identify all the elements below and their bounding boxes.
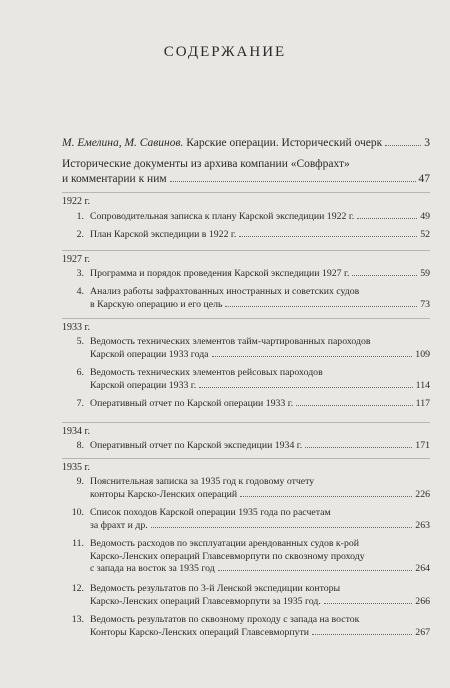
page-number: 49 bbox=[420, 211, 430, 222]
intro-authors: М. Емелина, М. Савинов. bbox=[62, 137, 184, 149]
entry-number: 12. bbox=[71, 583, 84, 594]
page-number: 226 bbox=[415, 488, 430, 500]
entry-number: 9. bbox=[76, 476, 84, 487]
toc-entry-intro[interactable] bbox=[62, 136, 430, 151]
entry-title: Карской операции 1933 г. bbox=[90, 379, 197, 391]
leader-dots bbox=[352, 275, 417, 276]
section-title-line: и комментарии к ним bbox=[62, 173, 167, 185]
page-number: 73 bbox=[420, 298, 430, 310]
leader-dots bbox=[357, 218, 417, 219]
page-title: СОДЕРЖАНИЕ bbox=[163, 44, 287, 60]
toc-entry[interactable] bbox=[62, 286, 430, 311]
leader-dots bbox=[305, 447, 412, 448]
toc-entry[interactable] bbox=[62, 367, 430, 392]
leader-dots bbox=[296, 405, 413, 406]
entry-title: Конторы Карско-Ленских операций Главсевморпути bbox=[90, 626, 310, 638]
entry-number: 1. bbox=[76, 211, 84, 222]
entry-title: Сопроводительная записка к плану Карской экспедиции 1922 г. bbox=[90, 211, 355, 222]
toc-entry[interactable] bbox=[62, 211, 430, 224]
entry-title: Карско-Ленских операций Главсевморпути по сквозному проходу bbox=[90, 550, 365, 562]
entry-title: Оперативный отчет по Карской экспедиции 1934 г. bbox=[90, 440, 303, 451]
page-number: 171 bbox=[415, 440, 430, 451]
entry-title: Ведомость результатов по сквозному проходу с запада на восток bbox=[90, 614, 360, 625]
entry-title: Оперативный отчет по Карской операции 1933 г. bbox=[90, 398, 294, 409]
page-number: 52 bbox=[420, 229, 430, 240]
entry-title: Ведомость технических элементов тайм-чартированных пароходов bbox=[90, 336, 371, 347]
divider bbox=[62, 318, 430, 319]
entry-number: 10. bbox=[71, 507, 84, 518]
page-number: 267 bbox=[415, 626, 430, 638]
divider bbox=[62, 458, 430, 459]
toc-entry[interactable] bbox=[62, 336, 430, 361]
divider bbox=[62, 250, 430, 251]
toc-entry[interactable] bbox=[62, 614, 430, 639]
page-number: 114 bbox=[415, 379, 430, 391]
toc-entry[interactable] bbox=[62, 229, 430, 242]
leader-dots bbox=[239, 236, 417, 237]
year-heading: 1922 г. bbox=[62, 196, 90, 207]
leader-dots bbox=[218, 570, 413, 571]
section-title-line: Исторические документы из архива компании «Совфрахт» bbox=[62, 158, 350, 170]
leader-dots bbox=[225, 306, 417, 307]
entry-title: Ведомость расходов по эксплуатации арендованных судов к-рой bbox=[90, 538, 359, 549]
entry-number: 8. bbox=[76, 440, 84, 451]
toc-entry[interactable] bbox=[62, 476, 430, 501]
page-number: 59 bbox=[420, 268, 430, 279]
year-heading: 1933 г. bbox=[62, 322, 90, 333]
entry-number: 4. bbox=[76, 286, 84, 297]
entry-title: в Карскую операцию и его цель bbox=[90, 298, 223, 310]
leader-dots bbox=[170, 181, 416, 182]
entry-number: 2. bbox=[76, 229, 84, 240]
entry-number: 5. bbox=[76, 336, 84, 347]
leader-dots bbox=[385, 145, 421, 146]
entry-number: 6. bbox=[76, 367, 84, 378]
entry-title: Анализ работы зафрахтованных иностранных и советских судов bbox=[90, 286, 360, 297]
year-heading: 1927 г. bbox=[62, 254, 90, 265]
toc-entry[interactable] bbox=[62, 583, 430, 608]
page-number: 3 bbox=[424, 137, 430, 149]
toc-entry[interactable] bbox=[62, 440, 430, 453]
entry-title: Программа и порядок проведения Карской экспедиции 1927 г. bbox=[90, 268, 350, 279]
page-number: 266 bbox=[415, 595, 430, 607]
entry-title: Карской операции 1933 года bbox=[90, 348, 209, 360]
toc-entry[interactable] bbox=[62, 398, 430, 411]
toc-entry[interactable] bbox=[62, 268, 430, 281]
page-number: 47 bbox=[418, 173, 430, 185]
page-number: 263 bbox=[415, 519, 430, 531]
leader-dots bbox=[240, 496, 412, 497]
entry-number: 13. bbox=[71, 614, 84, 625]
year-heading: 1934 г. bbox=[62, 426, 90, 437]
leader-dots bbox=[212, 356, 413, 357]
leader-dots bbox=[324, 603, 412, 604]
entry-title: с запада на восток за 1935 год bbox=[90, 563, 215, 574]
leader-dots bbox=[199, 387, 412, 388]
entry-title: План Карской экспедиции в 1922 г. bbox=[90, 229, 237, 240]
toc-entry[interactable] bbox=[62, 507, 430, 532]
year-heading: 1935 г. bbox=[62, 462, 90, 473]
leader-dots bbox=[151, 527, 413, 528]
page-number: 109 bbox=[415, 348, 430, 360]
divider bbox=[62, 192, 430, 193]
toc-entry-documents[interactable] bbox=[62, 157, 430, 187]
entry-number: 11. bbox=[72, 538, 84, 549]
entry-title: Ведомость технических элементов рейсовых пароходов bbox=[90, 367, 323, 378]
entry-title: Карско-Ленских операций Главсевморпути за 1935 год. bbox=[90, 595, 321, 607]
divider bbox=[62, 422, 430, 423]
leader-dots bbox=[312, 634, 412, 635]
toc-entry[interactable] bbox=[62, 538, 430, 576]
page-number: 117 bbox=[415, 398, 430, 409]
entry-title: Ведомость результатов по 3-й Ленской экспедиции конторы bbox=[90, 583, 341, 594]
entry-number: 3. bbox=[76, 268, 84, 279]
entry-title: конторы Карско-Ленских операций bbox=[90, 488, 238, 500]
entry-title: за фрахт и др. bbox=[90, 519, 148, 531]
page-number: 264 bbox=[415, 563, 430, 574]
entry-number: 7. bbox=[76, 398, 84, 409]
intro-title: Карские операции. Исторический очерк bbox=[183, 137, 383, 149]
entry-title: Пояснительная записка за 1935 год к годовому отчету bbox=[90, 476, 315, 487]
entry-title: Список походов Карской операции 1935 года по расчетам bbox=[90, 507, 331, 518]
